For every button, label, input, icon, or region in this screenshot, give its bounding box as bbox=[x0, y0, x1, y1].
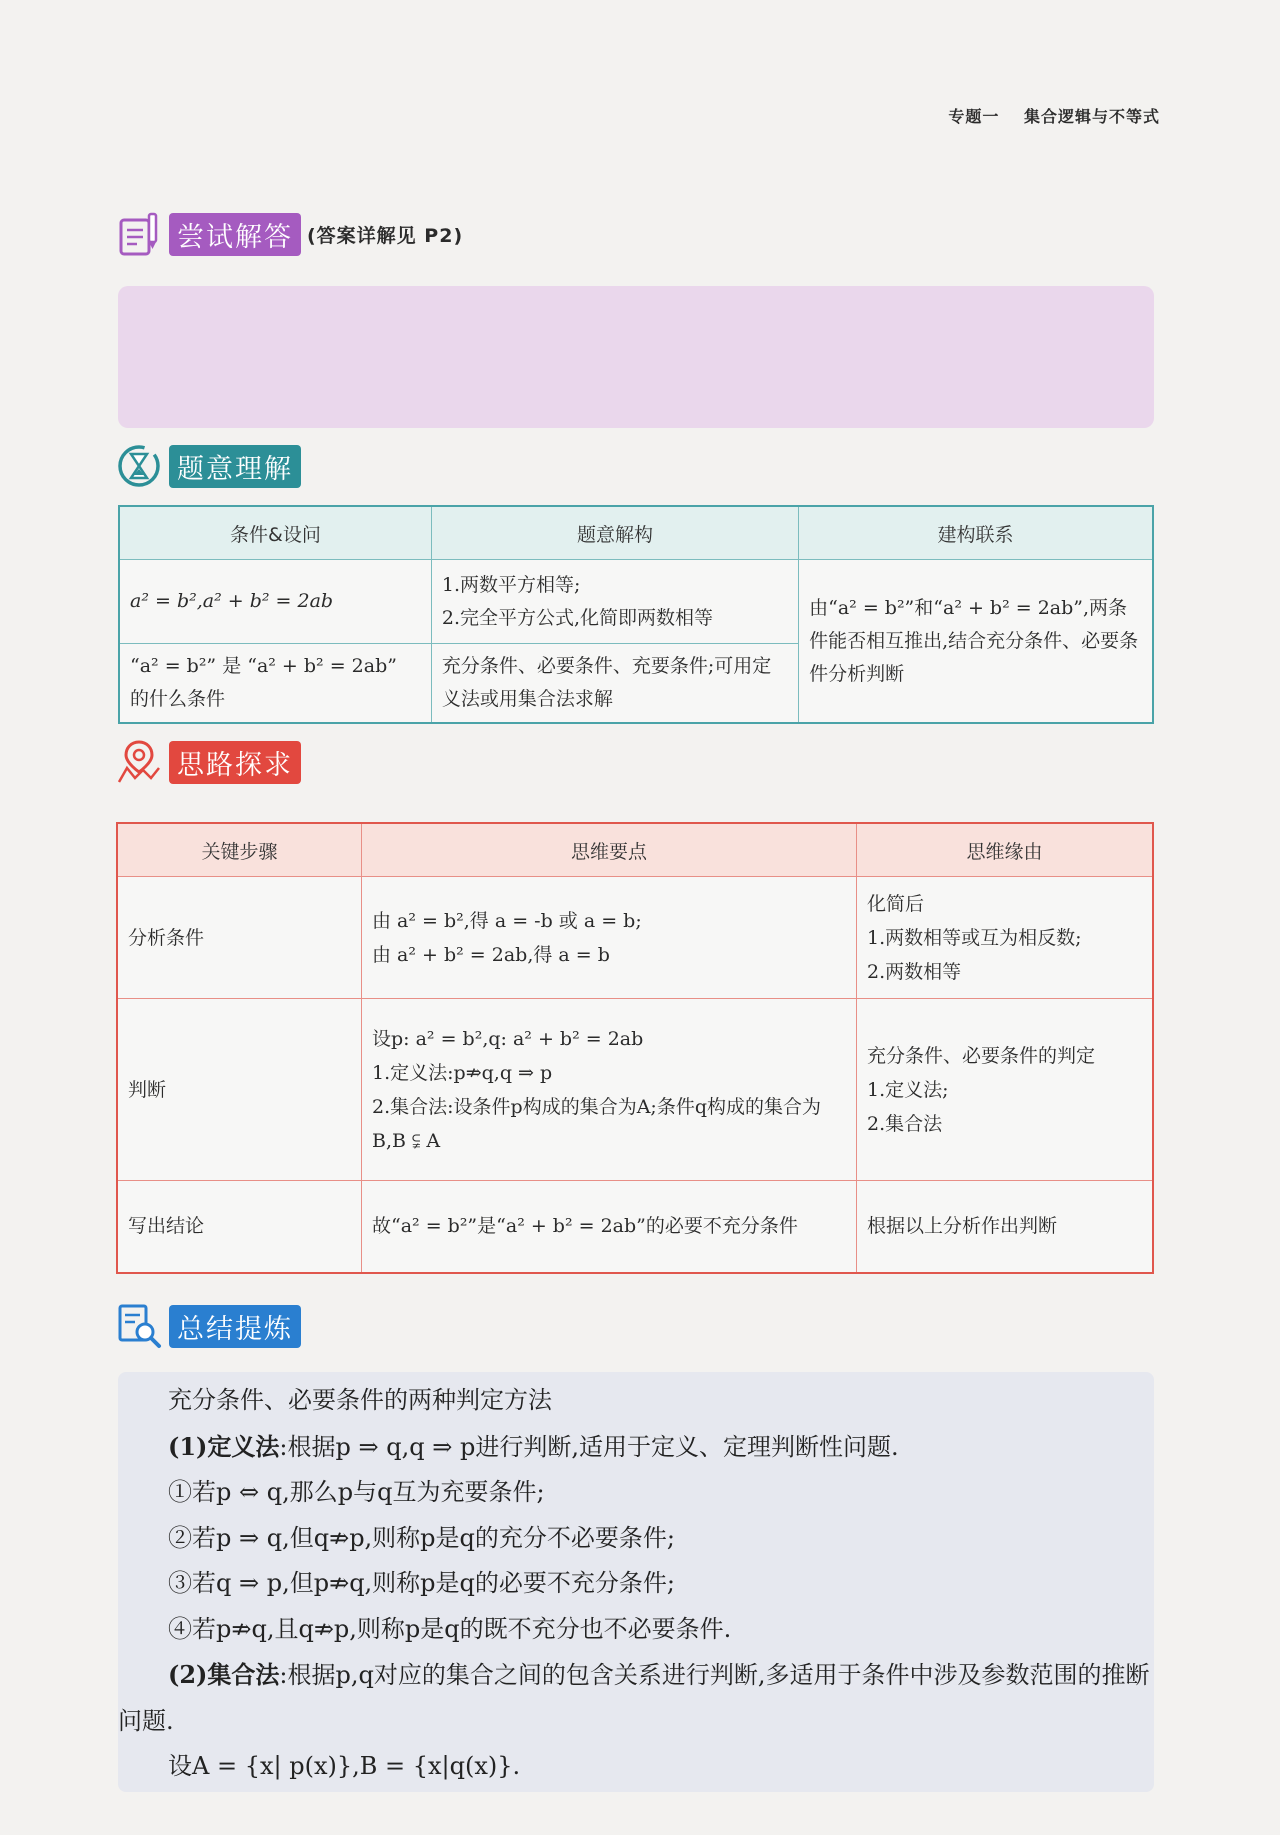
summary-item: ①若p ⇔ q,那么p与q互为充要条件; bbox=[168, 1478, 545, 1506]
explore-step: 分析条件 bbox=[117, 877, 362, 999]
explore-step: 判断 bbox=[117, 999, 362, 1181]
summary-item: ④若p⇏q,且q⇏p,则称p是q的既不充分也不必要条件. bbox=[168, 1614, 732, 1643]
header-title: 集合逻辑与不等式 bbox=[1023, 107, 1160, 126]
summary-section-title bbox=[115, 1302, 301, 1350]
header-topic: 专题一 bbox=[948, 107, 1000, 126]
table-row bbox=[117, 999, 1153, 1181]
understand-section-label: 题意理解 bbox=[169, 445, 301, 488]
understand-row1-condition: a² = b²,a² + b² = 2ab bbox=[119, 560, 431, 644]
understand-row2-decompose: 充分条件、必要条件、充要条件;可用定义法或用集合法求解 bbox=[431, 644, 798, 724]
explore-reason: 根据以上分析作出判断 bbox=[857, 1181, 1153, 1273]
understand-connection: 由“a² = b²”和“a² + b² = 2ab”,两条件能否相互推出,结合充分条件、必要条件分析判断 bbox=[799, 560, 1153, 724]
summary-item: ②若p ⇒ q,但q⇏p,则称p是q的充分不必要条件; bbox=[168, 1523, 675, 1552]
try-section-label: 尝试解答 bbox=[169, 213, 301, 256]
understand-header-1: 条件&设问 bbox=[119, 506, 431, 560]
explore-reason: 化简后 1.两数相等或互为相反数; 2.两数相等 bbox=[857, 877, 1153, 999]
understand-table bbox=[118, 505, 1154, 724]
explore-section-title bbox=[115, 738, 301, 786]
summary-text bbox=[118, 1378, 1154, 1790]
notepad-pencil-icon bbox=[115, 210, 163, 258]
explore-step: 写出结论 bbox=[117, 1181, 362, 1273]
understand-row2-condition: “a² = b²” 是 “a² + b² = 2ab” 的什么条件 bbox=[119, 644, 431, 724]
summary-section-label: 总结提炼 bbox=[169, 1305, 301, 1348]
table-row bbox=[117, 877, 1153, 999]
map-pin-icon bbox=[115, 738, 163, 786]
table-row bbox=[117, 1181, 1153, 1273]
summary-set-definition: 设A = {x| p(x)},B = {x|q(x)}. bbox=[168, 1752, 521, 1780]
understand-section-title bbox=[115, 442, 301, 490]
explore-table bbox=[116, 822, 1154, 1274]
explore-points: 设p: a² = b²,q: a² + b² = 2ab 1.定义法:p⇏q,q ⇒ p 2.集合法:设条件p构成的集合为A;条件q构成的集合为B,B ⫋ A bbox=[362, 999, 857, 1181]
summary-item: ③若q ⇒ p,但p⇏q,则称p是q的必要不充分条件; bbox=[168, 1569, 675, 1597]
explore-points: 由 a² = b²,得 a = -b 或 a = b; 由 a² + b² = 2ab,得 a = b bbox=[362, 877, 857, 999]
explore-header-2: 思维要点 bbox=[362, 823, 857, 877]
understand-header-2: 题意解构 bbox=[431, 506, 798, 560]
document-magnifier-icon bbox=[115, 1302, 163, 1350]
explore-points: 故“a² = b²”是“a² + b² = 2ab”的必要不充分条件 bbox=[362, 1181, 857, 1273]
understand-row1-decompose: 1.两数平方相等; 2.完全平方公式,化简即两数相等 bbox=[431, 560, 798, 644]
try-section-title bbox=[115, 210, 463, 258]
summary-intro: 充分条件、必要条件的两种判定方法 bbox=[168, 1386, 552, 1414]
answer-area bbox=[118, 286, 1154, 428]
explore-header-3: 思维缘由 bbox=[857, 823, 1153, 877]
explore-section-label: 思路探求 bbox=[169, 741, 301, 784]
summary-definition: (1)定义法:根据p ⇒ q,q ⇒ p进行判断,适用于定义、定理判断性问题. bbox=[168, 1431, 899, 1461]
hourglass-icon bbox=[115, 442, 163, 490]
explore-header-1: 关键步骤 bbox=[117, 823, 362, 877]
explore-reason: 充分条件、必要条件的判定 1.定义法; 2.集合法 bbox=[857, 999, 1153, 1181]
understand-header-3: 建构联系 bbox=[799, 506, 1153, 560]
try-section-note: (答案详解见 P2) bbox=[307, 224, 464, 247]
summary-set-method: (2)集合法:根据p,q对应的集合之间的包含关系进行判断,多适用于条件中涉及参数范围的推断问题. bbox=[118, 1660, 1150, 1735]
page-header bbox=[948, 104, 1160, 127]
